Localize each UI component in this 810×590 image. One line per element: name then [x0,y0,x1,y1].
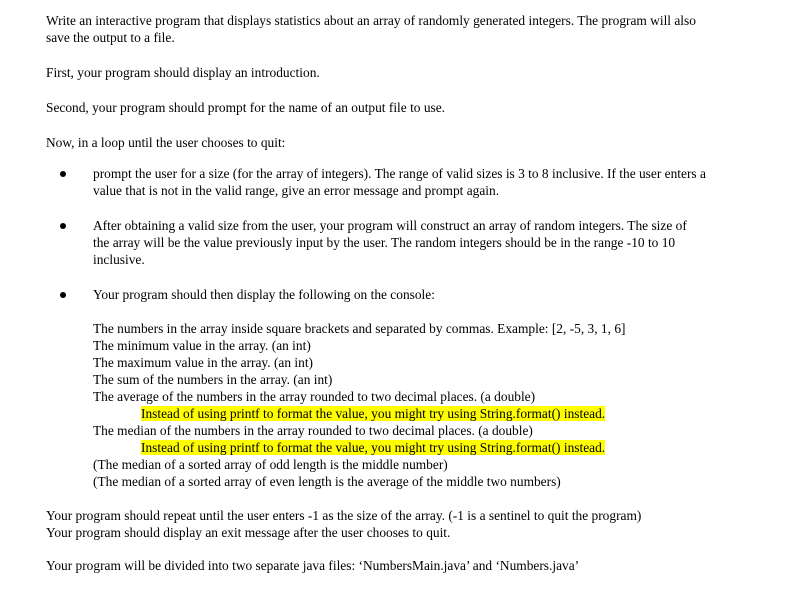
console-item-median: The median of the numbers in the array rounded to two decimal places. (a double) [93,423,533,438]
highlighted-note [141,405,605,422]
bullet-icon [60,292,66,298]
intro-line-2: save the output to a file. [46,30,175,45]
highlighted-note [141,439,605,456]
repeat-line-1: Your program should repeat until the user enters -1 as the size of the array. (-1 is a sentinel to quit the program) [46,508,642,523]
console-item-average: The average of the numbers in the array rounded to two decimal places. (a double) [93,389,536,404]
bullet-icon [60,223,66,229]
intro-line-1: Write an interactive program that displays statistics about an array of randomly generated integers. The program will also [46,13,696,28]
second-paragraph: Second, your program should prompt for the name of an output file to use. [46,100,446,115]
bullet-2-line-2: the array will be the value previously input by the user. The random integers should be in the range -10 to 10 [93,235,676,250]
console-item-sum: The sum of the numbers in the array. (an int) [93,372,333,387]
console-item-median-even: (The median of a sorted array of even length is the average of the middle two numbers) [93,474,561,489]
console-item-max: The maximum value in the array. (an int) [93,355,313,370]
bullet-2-line-1: After obtaining a valid size from the user, your program will construct an array of random integers. The size of [93,218,687,233]
bullet-3-line-1: Your program should then display the following on the console: [93,287,435,302]
bullet-1-line-1: prompt the user for a size (for the array of integers). The range of valid sizes is 3 to 8 inclusive. If the user enters a [93,166,706,181]
repeat-line-2: Your program should display an exit message after the user chooses to quit. [46,525,451,540]
first-paragraph: First, your program should display an introduction. [46,65,320,80]
bullet-2-line-3: inclusive. [93,252,145,267]
bullet-1-line-2: value that is not in the valid range, give an error message and prompt again. [93,183,500,198]
highlighted-text: Instead of using printf to format the value, you might try using String.format() instead. [141,440,606,455]
loop-paragraph: Now, in a loop until the user chooses to quit: [46,135,286,150]
bullet-icon [60,171,66,177]
console-item-array: The numbers in the array inside square brackets and separated by commas. Example: [2, -5, 3, 1, 6] [93,321,626,336]
highlighted-text: Instead of using printf to format the value, you might try using String.format() instead. [141,406,606,421]
console-item-median-odd: (The median of a sorted array of odd length is the middle number) [93,457,448,472]
console-item-min: The minimum value in the array. (an int) [93,338,311,353]
files-paragraph: Your program will be divided into two separate java files: ‘NumbersMain.java’ and ‘Numbers.java’ [46,558,580,573]
